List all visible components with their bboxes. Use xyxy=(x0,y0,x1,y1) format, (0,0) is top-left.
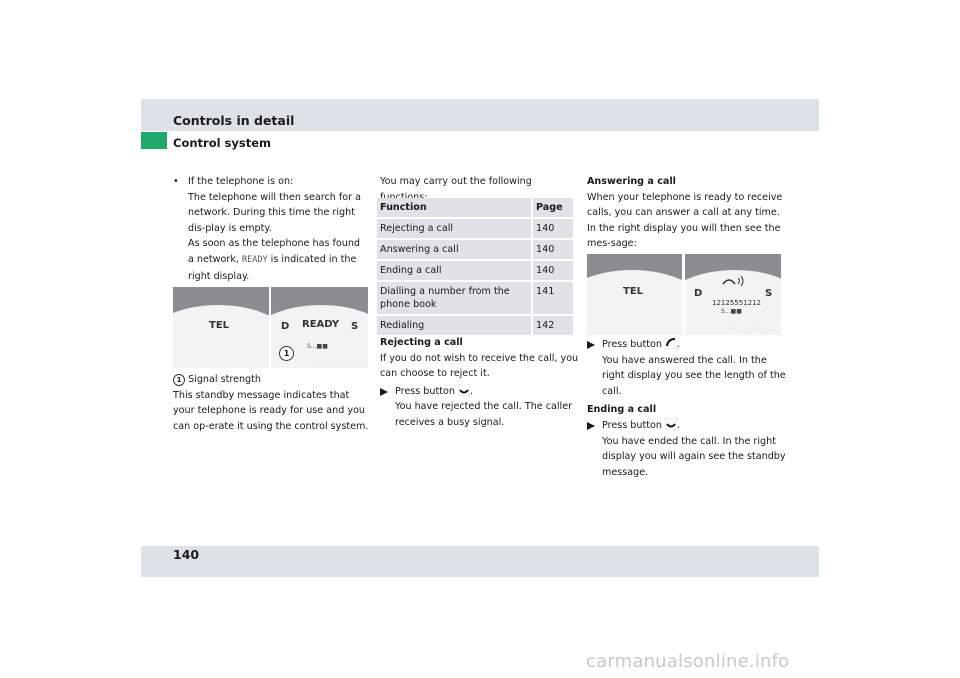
display-right-figure xyxy=(271,287,368,368)
cell-function: Rejecting a call xyxy=(377,218,532,239)
cell-page: 140 xyxy=(532,239,573,260)
column-1 xyxy=(173,174,368,284)
step-result: You have answered the call. In the right display you see the length of the call. xyxy=(602,354,786,397)
section-title: Controls in detail xyxy=(173,113,295,128)
arrow-bullet-icon xyxy=(587,341,595,349)
footer-band xyxy=(141,546,819,577)
step: Press button . xyxy=(587,337,787,353)
reject-heading: Rejecting a call xyxy=(380,337,463,348)
page-number: 140 xyxy=(173,547,200,562)
column-3-lower xyxy=(587,337,787,480)
column-2-lower xyxy=(380,335,580,431)
table-header xyxy=(377,198,573,218)
display-tel-text: TEL xyxy=(209,320,230,331)
cell-function: Answering a call xyxy=(377,239,532,260)
bullet-text: If the telephone is on: xyxy=(188,176,294,187)
functions-table-wrap xyxy=(377,198,573,337)
cell-page: 140 xyxy=(532,260,573,281)
step: Press button . xyxy=(587,418,787,434)
table-row xyxy=(377,239,573,260)
step-result: You have ended the call. In the right display you will again see the standby message. xyxy=(602,435,786,478)
table-row xyxy=(377,315,573,336)
table-row xyxy=(377,218,573,239)
paragraph: If you do not wish to receive the call, you can choose to reject it. xyxy=(380,352,579,380)
cell-page: 142 xyxy=(532,315,573,336)
cell-page: 141 xyxy=(532,281,573,315)
paragraph: When your telephone is ready to receive calls, you can answer a call at any time. In the right display you will then see the mes-sage: xyxy=(587,191,783,250)
display-s-label: S xyxy=(351,321,359,332)
phone-hangup-icon xyxy=(665,418,677,430)
display-left-figure-2 xyxy=(587,254,682,335)
dial-face xyxy=(173,305,269,368)
figure-id: P54.30-6872-31 xyxy=(316,359,365,366)
bullet-icon: • xyxy=(173,176,179,187)
paragraph: This standby message indicates that your telephone is ready for use and you can op-erate it using the control system. xyxy=(173,389,369,432)
header-function: Function xyxy=(377,198,532,218)
legend-text: Signal strength xyxy=(188,374,261,385)
text: is indicated in the right display. xyxy=(188,253,357,282)
phone-hangup-icon xyxy=(458,384,470,396)
cell-function: Ending a call xyxy=(377,260,532,281)
display-s-label: S xyxy=(765,288,773,299)
display-left-figure xyxy=(173,287,269,368)
step-text: Press button xyxy=(602,419,662,431)
section-subtitle: Control system xyxy=(173,136,272,150)
cell-function: Dialling a number from the phone book xyxy=(377,281,532,315)
step-text: Press button xyxy=(395,385,455,397)
callout-1: 1 xyxy=(279,346,294,361)
step-text: Press button xyxy=(602,339,662,350)
functions-table xyxy=(377,198,573,337)
display-right-figure-2 xyxy=(685,254,781,335)
column-3 xyxy=(587,174,787,252)
table-row xyxy=(377,281,573,315)
display-d-label: D xyxy=(281,321,290,332)
arrow-bullet-icon xyxy=(587,422,595,430)
paragraph: The telephone will then search for a network. During this time the right dis-play is empty. xyxy=(188,191,362,234)
step: Press button . xyxy=(380,384,580,400)
section-marker xyxy=(141,132,167,149)
display-ready-text: READY xyxy=(302,319,340,330)
column-1-lower xyxy=(173,372,373,434)
step-result: You have rejected the call. The caller receives a busy signal. xyxy=(395,401,573,428)
paragraph xyxy=(173,236,368,284)
display-code: READY xyxy=(242,254,268,265)
phone-pickup-icon xyxy=(665,337,677,349)
answer-heading: Answering a call xyxy=(587,176,676,187)
figure-id: P54.32-2852-31 xyxy=(729,326,778,333)
incoming-call-icon xyxy=(721,274,747,288)
signal-strength-indicator: S...■■ xyxy=(721,308,742,315)
phone-number-display: 12125551212 xyxy=(712,299,761,307)
cell-page: 140 xyxy=(532,218,573,239)
legend xyxy=(173,372,373,388)
header-page: Page xyxy=(532,198,573,218)
text: As soon as the telephone has found a network, xyxy=(188,238,361,265)
bullet-item xyxy=(173,174,368,190)
watermark: carmanualsonline.info xyxy=(586,651,790,672)
table-row xyxy=(377,260,573,281)
signal-strength-indicator: S...■■ xyxy=(307,343,328,350)
end-heading: Ending a call xyxy=(587,404,657,416)
paragraph: You may carry out the following xyxy=(380,176,532,187)
dial-face xyxy=(587,270,682,335)
cell-function: Redialing xyxy=(377,315,532,336)
display-tel-text: TEL xyxy=(623,286,644,297)
legend-number: 1 xyxy=(173,374,185,386)
arrow-bullet-icon xyxy=(380,388,388,396)
display-d-label: D xyxy=(694,288,703,299)
